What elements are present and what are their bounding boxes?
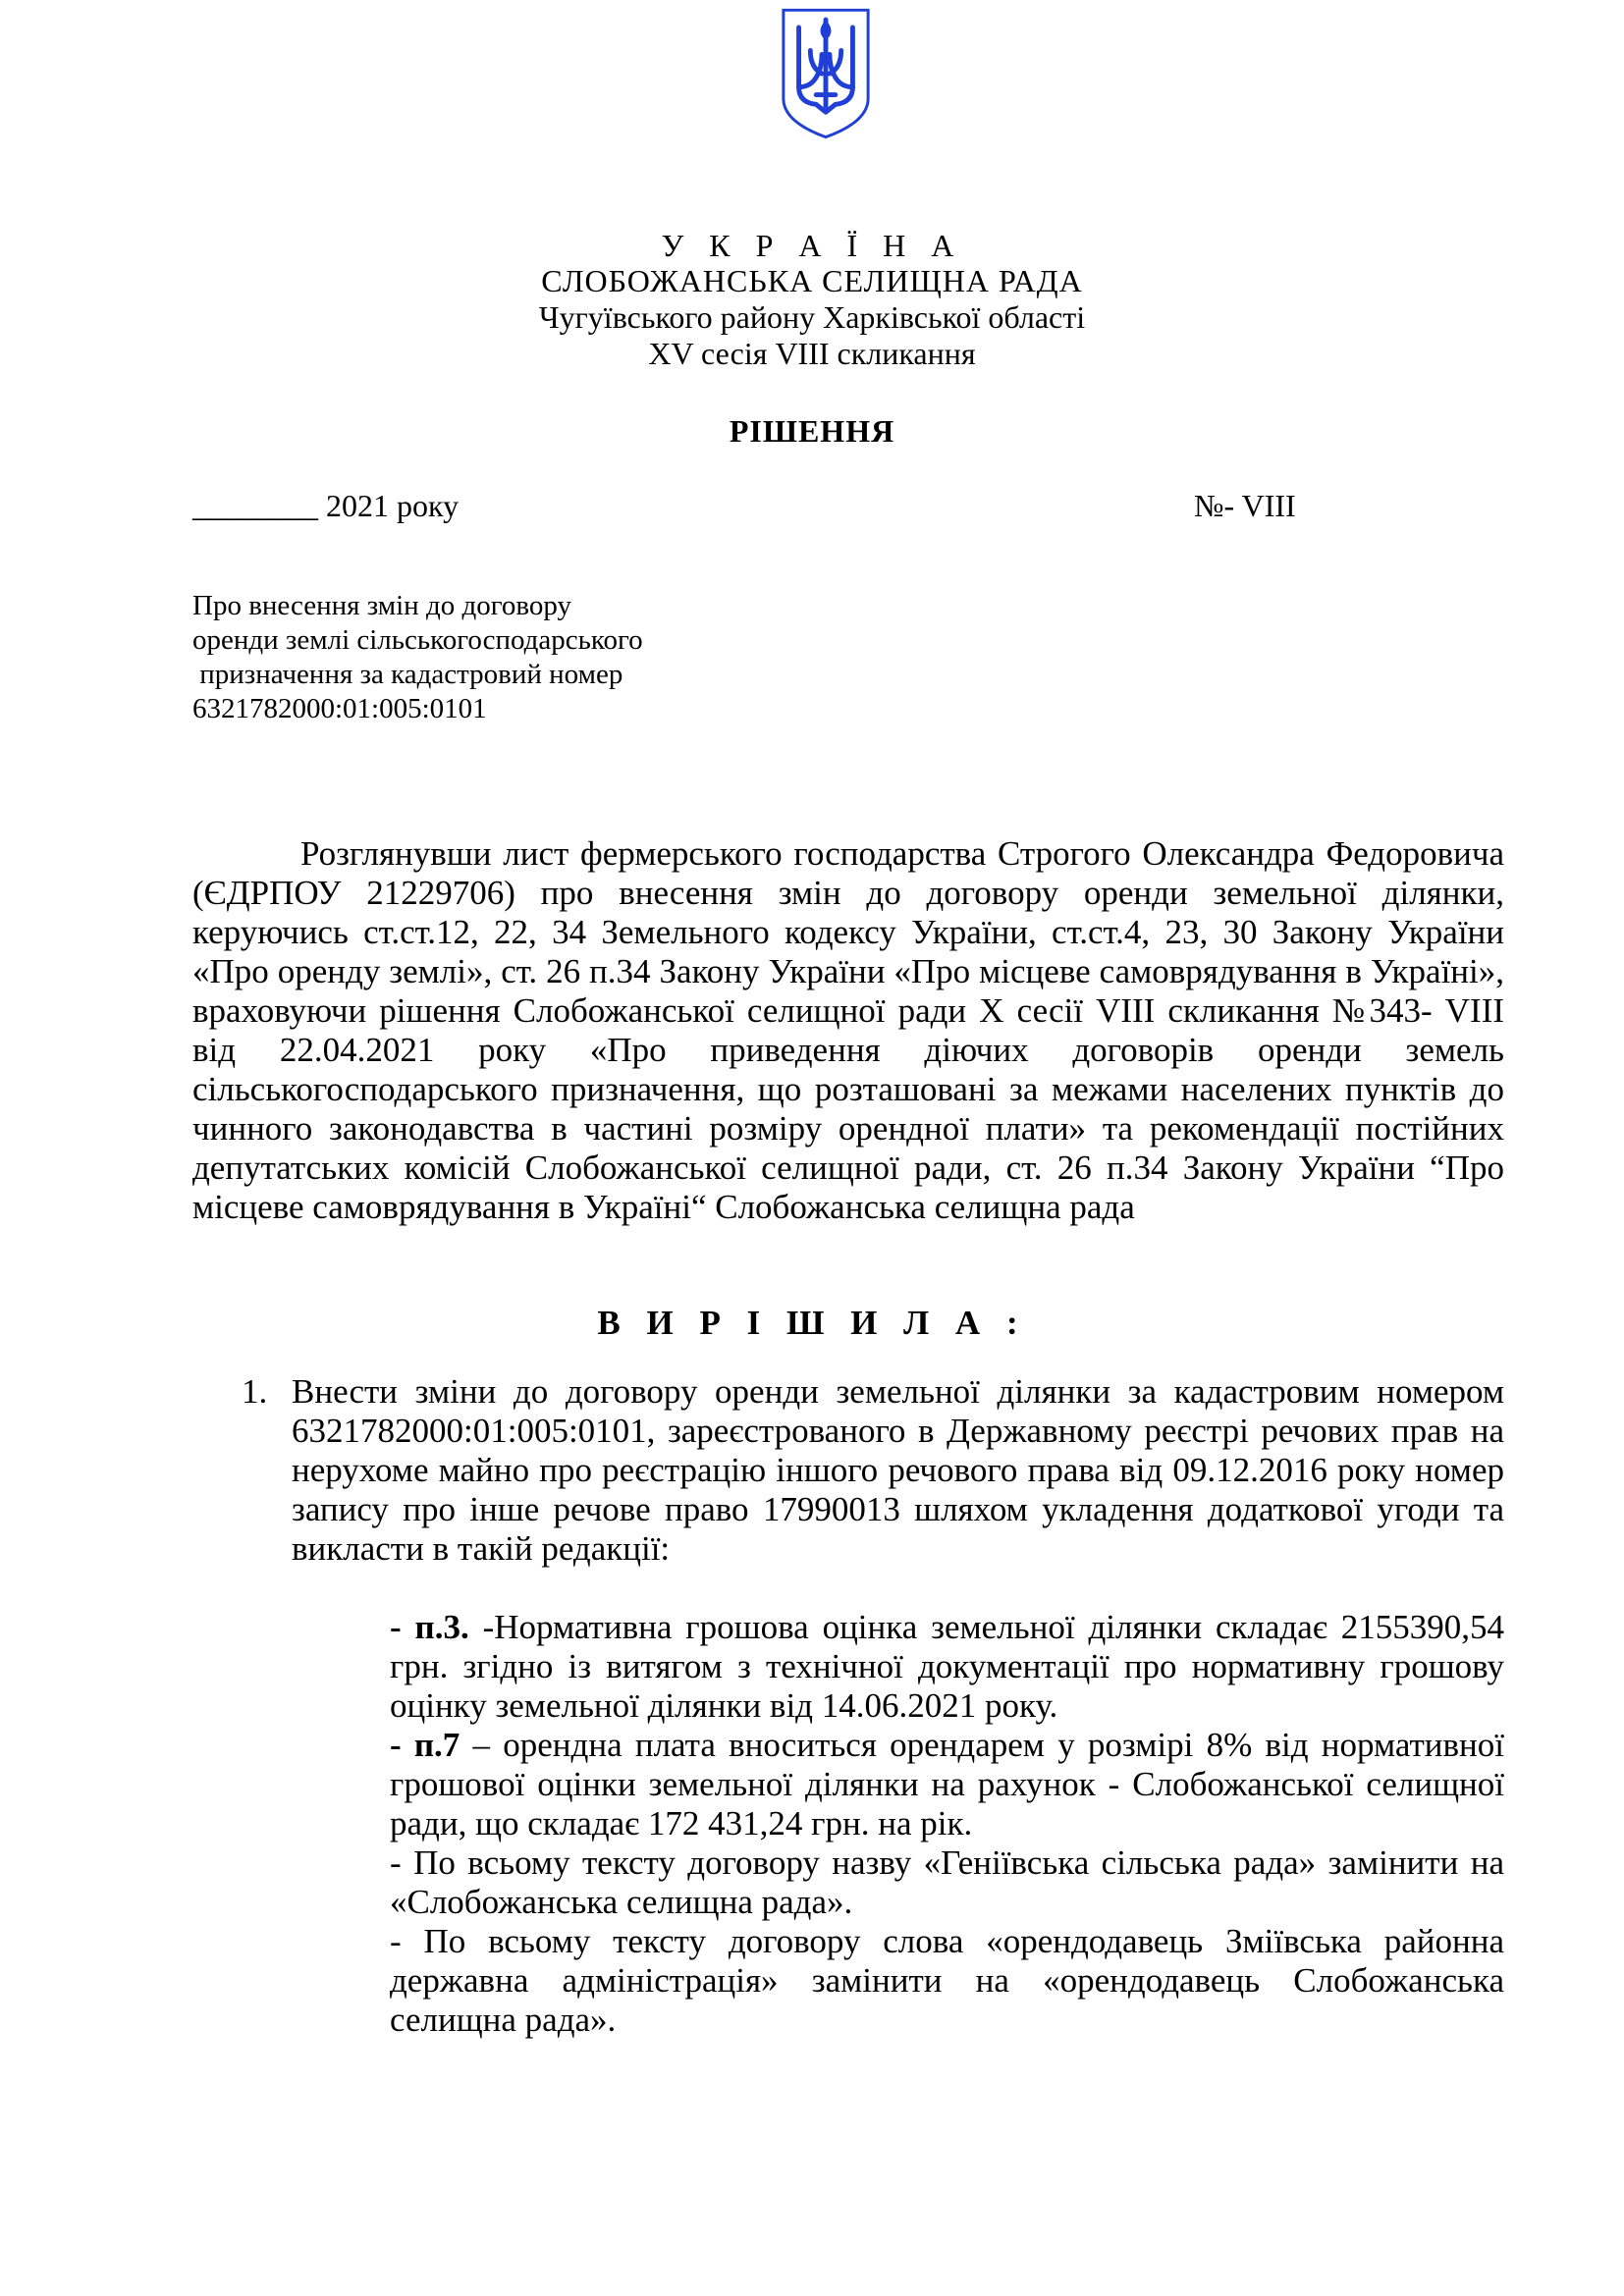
document-title: РІШЕННЯ	[729, 413, 895, 449]
trident-coat-of-arms-icon	[778, 6, 874, 141]
preamble-paragraph: Розглянувши лист фермерського господарства Строгого Олександра Федоровича (ЄДРПОУ 21229706) про внесення змін до договору оренди земельної ділянки, керуючись ст.ст.12, 22, 34 Земельного кодексу України, ст.ст.4, 23, 30 Закону України «Про оренду землі», ст. 26 п.34 Закону України «Про місцеве самоврядування в Україні», враховуючи рішення Слобожанської селищної ради X сесії VIII скликання №343- VIII від 22.04.2021 року «Про приведення діючих договорів оренди земель сільськогосподарського призначення, що розташовані за межами населених пунктів до чинного законодавства в частині розміру орендної плати» та рекомендації постійних депутатських комісій Слобожанської селищної ради, ст. 26 п.34 Закону України “Про місцеве самоврядування в Україні“ Слобожанська селищна рада	[192, 834, 1504, 1226]
decision-subject	[192, 589, 801, 726]
subitem-text: - По всьому тексту договору назву «Геніївська сільська рада» замінити на «Слобожанська селищна рада».	[390, 1843, 1504, 1921]
subject-line: оренди землі сільськогосподарського	[192, 624, 643, 656]
subitem-lead: - п.3.	[390, 1608, 469, 1646]
decision-date: ________ 2021 року	[192, 488, 460, 523]
subject-line: 6321782000:01:005:0101	[192, 693, 487, 724]
subitem-lead: - п.7	[390, 1726, 460, 1764]
subitem-text: - По всьому тексту договору слова «орендодавець Зміївська районна державна адміністрація» замінити на «орендодавець Слобожанська селищна рада».	[390, 1922, 1504, 2039]
subitem-rename-council	[390, 1843, 1504, 1922]
item-text: Внести зміни до договору оренди земельної ділянки за кадастровим номером 6321782000:01:005:0101, зареєстрованого в Державному реєстрі речових прав на нерухоме майно про реєстрацію іншого речового права від 09.12.2016 року номер запису про інше речове право 17990013 шляхом укладення додаткової угоди та викласти в такій редакції:	[292, 1372, 1504, 1568]
district-name: Чугуївського району Харківської області	[538, 299, 1086, 335]
decided-heading: В И Р І Ш И Л А :	[597, 1304, 1027, 1342]
subitem-text: – орендна плата вноситься орендарем у розмірі 8% від нормативної грошової оцінки земельної ділянки на рахунок - Слобожанської селищної ради, що складає 172 431,24 грн. на рік.	[390, 1726, 1504, 1842]
council-name: СЛОБОЖАНСЬКА СЕЛИЩНА РАДА	[541, 263, 1083, 298]
subitem-rename-lessor	[390, 1922, 1504, 2040]
subject-line: призначення за кадастровий номер	[192, 659, 623, 690]
country-title: У К Р А Ї Н А	[661, 228, 963, 263]
subitem-p7	[390, 1726, 1504, 1843]
decision-number: №- VIII	[1194, 488, 1296, 523]
subitem-text: -Нормативна грошова оцінка земельної ділянки складає 2155390,54 грн. згідно із витягом з технічної документації про нормативну грошову оцінку земельної ділянки від 14.06.2021 року.	[390, 1608, 1504, 1725]
subject-line: Про внесення змін до договору	[192, 590, 571, 621]
item-number: 1.	[242, 1372, 268, 1411]
session-info: XV сесія VIII скликання	[648, 336, 976, 371]
subitem-p3	[390, 1608, 1504, 1726]
resolution-item-1	[242, 1372, 1504, 1569]
